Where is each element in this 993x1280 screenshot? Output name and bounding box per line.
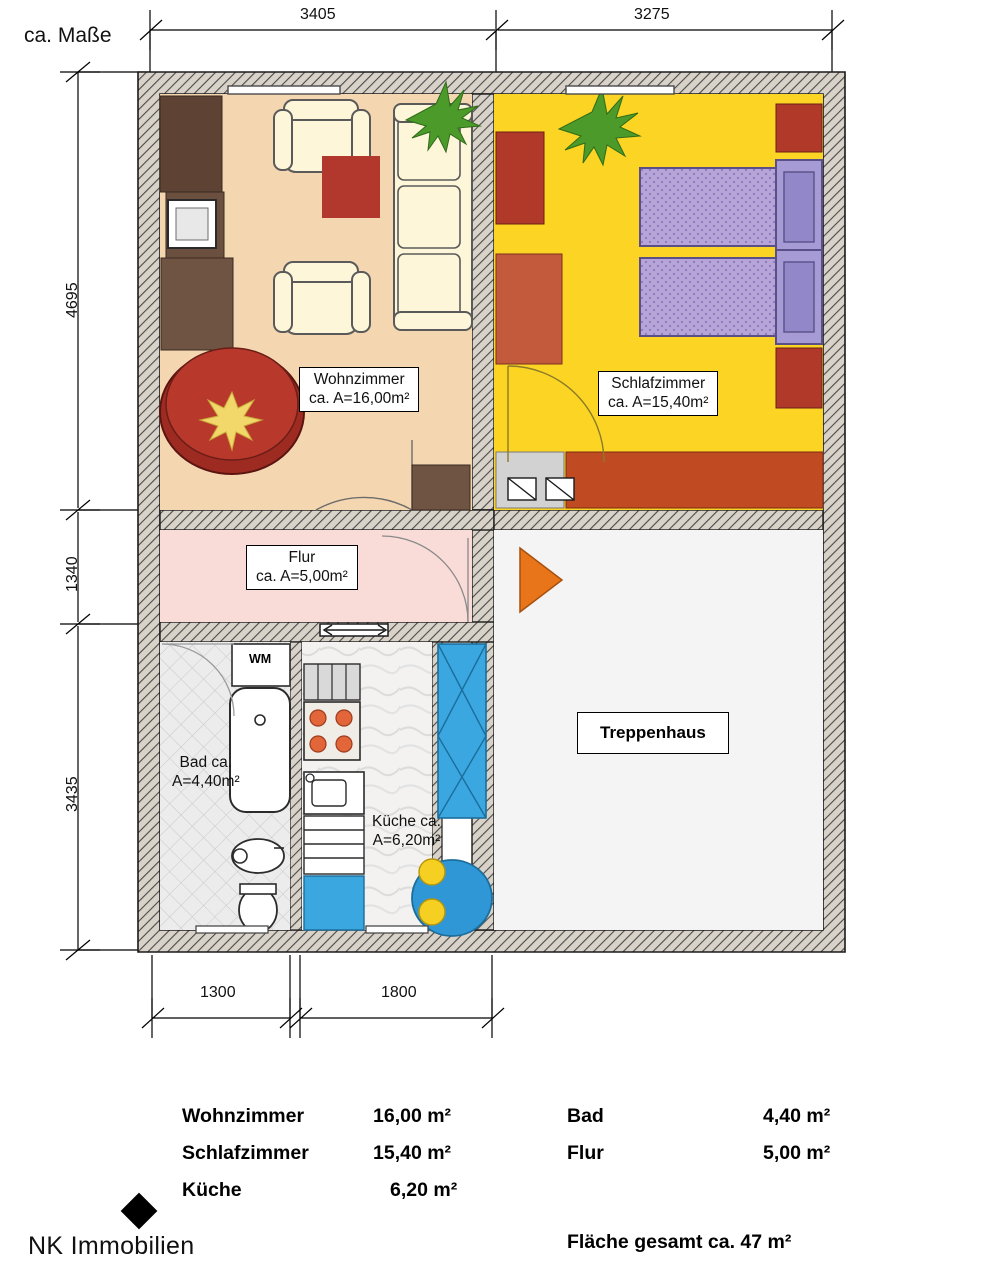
legend-left-value-1: 15,40 m²	[373, 1142, 452, 1164]
room-label-schlafzimmer	[598, 371, 718, 416]
room-label-flur-name: Flur	[288, 549, 316, 566]
room-label-kueche	[372, 812, 441, 851]
approx-dimensions-note: ca. Maße	[24, 24, 112, 47]
room-label-wohnzimmer	[299, 367, 419, 412]
dimension-left-2: 1340	[64, 556, 81, 592]
room-label-wohnzimmer-name: Wohnzimmer	[313, 371, 405, 388]
dimension-bottom-1: 1300	[200, 984, 236, 1001]
dimension-lines-left	[60, 62, 150, 960]
appliance-label-washing-machine: WM	[249, 652, 272, 666]
brand-diamond-icon	[121, 1193, 158, 1230]
legend-left-label-2: Küche	[182, 1179, 242, 1201]
room-label-wohnzimmer-area: ca. A=16,00m²	[309, 390, 410, 408]
dimension-top-2: 3275	[634, 6, 670, 23]
room-label-bad	[172, 753, 240, 792]
legend-total: Fläche gesamt ca. 47 m²	[567, 1231, 792, 1253]
dimension-bottom-2: 1800	[381, 984, 417, 1001]
room-label-flur-area: ca. A=5,00m²	[256, 568, 348, 586]
room-label-bad-name: Bad ca.	[179, 754, 233, 771]
dimension-lines-top	[140, 10, 844, 72]
room-label-treppenhaus: Treppenhaus	[577, 712, 729, 754]
legend-right-label-1: Flur	[567, 1142, 604, 1164]
legend-right-label-0: Bad	[567, 1105, 604, 1127]
dimension-left-1: 4695	[64, 282, 81, 318]
legend-left-label-0: Wohnzimmer	[182, 1105, 305, 1127]
legend-left-label-1: Schlafzimmer	[182, 1142, 309, 1164]
room-label-kueche-name: Küche ca.	[372, 813, 441, 830]
room-label-schlafzimmer-area: ca. A=15,40m²	[608, 394, 709, 412]
room-label-flur	[246, 545, 358, 590]
legend-left-value-2: 6,20 m²	[390, 1179, 458, 1201]
room-label-kueche-area: A=6,20m²	[372, 832, 441, 850]
legend-right-value-0: 4,40 m²	[763, 1105, 831, 1127]
brand-name: NK Immobilien	[28, 1232, 195, 1260]
room-label-schlafzimmer-name: Schlafzimmer	[611, 375, 706, 392]
legend-right-value-1: 5,00 m²	[763, 1142, 831, 1164]
dimension-lines-bottom	[142, 955, 504, 1038]
room-label-bad-area: A=4,40m²	[172, 773, 240, 791]
dimension-top-1: 3405	[300, 6, 336, 23]
dimension-left-3: 3435	[64, 776, 81, 812]
legend-left-value-0: 16,00 m²	[373, 1105, 452, 1127]
